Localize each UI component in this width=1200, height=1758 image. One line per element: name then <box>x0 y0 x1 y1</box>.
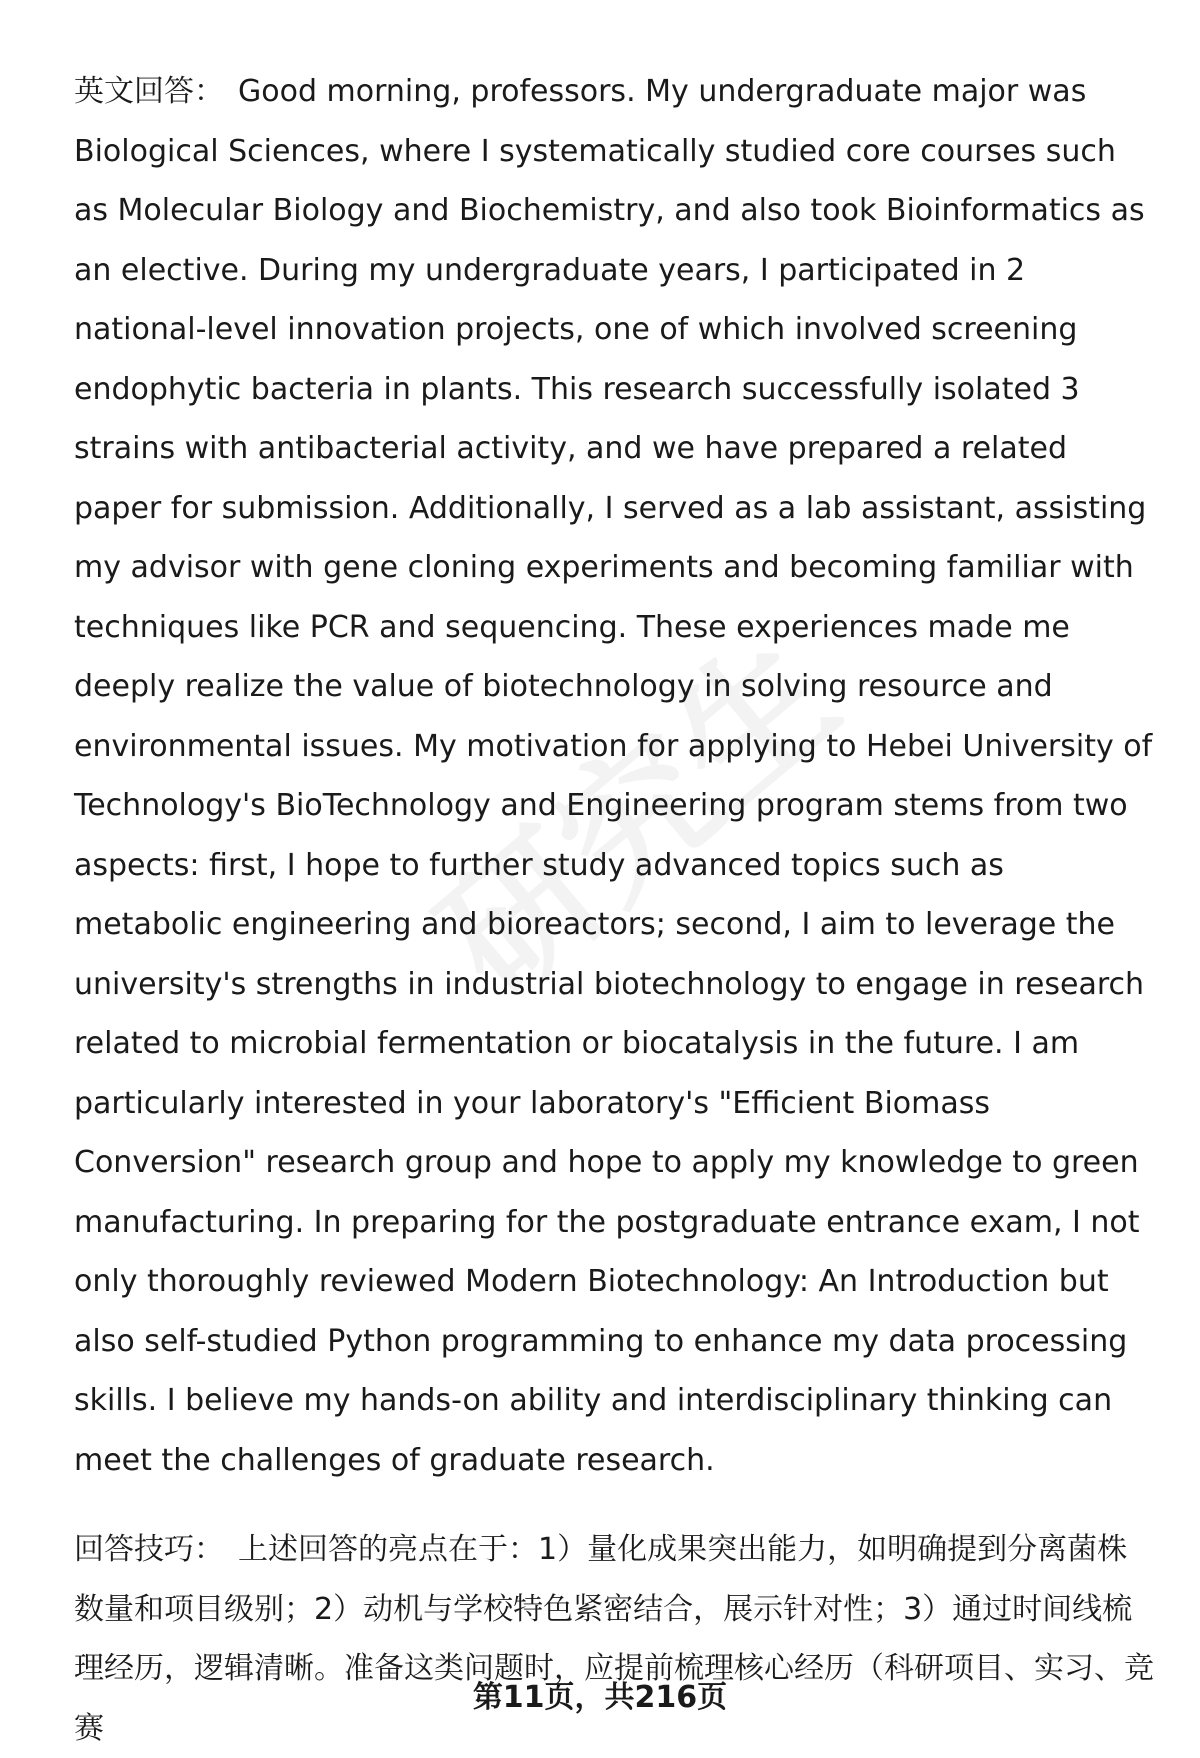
document-body <box>74 62 1154 1758</box>
english-answer-paragraph <box>74 62 1154 1490</box>
answer-tips-paragraph <box>74 1520 1154 1758</box>
english-answer-label: 英文回答： <box>74 74 224 109</box>
english-answer-text: Good morning, professors. My undergraduate major was Biological Sciences, where I systematically studied core courses such as Molecular Biology and Biochemistry, and also took Bioinformatics as an elective. During my undergraduate years, I participated in 2 national-level innovation projects, one of which involved screening endophytic bacteria in plants. This research successfully isolated 3 strains with antibacterial activity, and we have prepared a related paper for submission. Additionally, I served as a lab assistant, assisting my advisor with gene cloning experiments and becoming familiar with techniques like PCR and sequencing. These experiences made me deeply realize the value of biotechnology in solving resource and environmental issues. My motivation for applying to Hebei University of Technology's BioTechnology and Engineering program stems from two aspects: first, I hope to further study advanced topics such as metabolic engineering and bioreactors; second, I aim to leverage the university's strengths in industrial biotechnology to engage in research related to microbial fermentation or biocatalysis in the future. I am particularly interested in your laboratory's "Efficient Biomass Conversion" research group and hope to apply my knowledge to green manufacturing. In preparing for the postgraduate entrance exam, I not only thoroughly reviewed Modern Biotechnology: An Introduction but also self-studied Python programming to enhance my data processing skills. I believe my hands-on ability and interdisciplinary thinking can meet the challenges of graduate research. <box>74 74 1153 1478</box>
page-number-footer: 第11页，共216页 <box>472 1680 728 1715</box>
answer-tips-label: 回答技巧： <box>74 1532 224 1567</box>
answer-tips-text: 上述回答的亮点在于：1）量化成果突出能力，如明确提到分离菌株数量和项目级别；2）动机与学校特色紧密结合，展示针对性；3）通过时间线梳理经历，逻辑清晰。准备这类问题时，应提前梳理核心经历（科研项目、实习、竞赛 <box>74 1532 1154 1746</box>
